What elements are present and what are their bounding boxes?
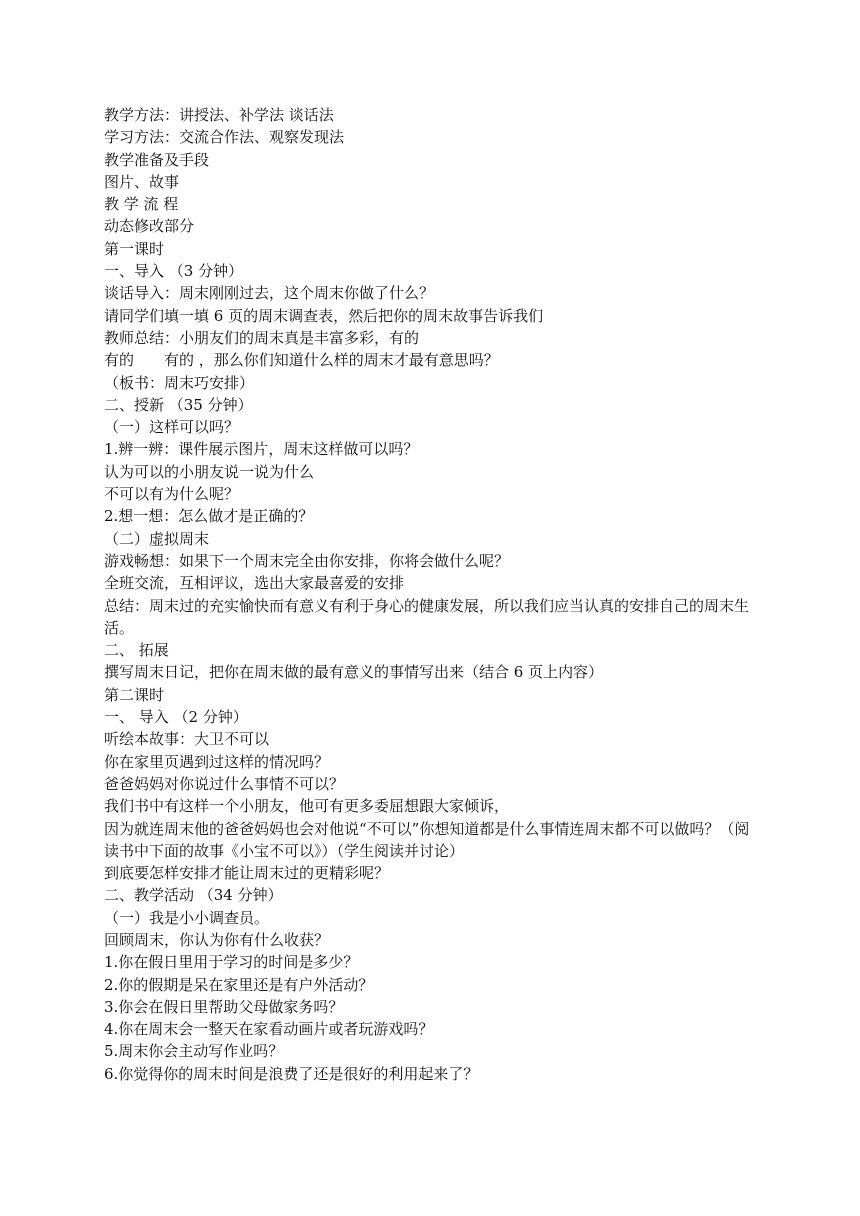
text-line: 请同学们填一填 6 页的周末调查表，然后把你的周末故事告诉我们 bbox=[104, 306, 544, 325]
text-line-question: 4.你在周末会一整天在家看动画片或者玩游戏吗？ bbox=[104, 1020, 434, 1039]
text-line: 爸爸妈妈对你说过什么事情不可以？ bbox=[104, 774, 345, 793]
text-line: 2.想一想：怎么做才是正确的？ bbox=[104, 507, 314, 526]
text-line-question: 6.你觉得你的周末时间是浪费了还是很好的利用起来了？ bbox=[104, 1064, 479, 1083]
text-line: （板书：周末巧安排） bbox=[104, 373, 255, 392]
text-line: 认为可以的小朋友说一说为什么 bbox=[104, 462, 315, 481]
text-line-teaching-method: 教学方法：讲授法、补学法 谈话法 bbox=[104, 106, 334, 124]
text-line: 全班交流，互相评议，选出大家最喜爱的安排 bbox=[104, 574, 405, 593]
text-line: 游戏畅想：如果下一个周末完全由你安排，你将会做什么呢？ bbox=[104, 551, 510, 570]
text-line-process-heading: 教 学 流 程 bbox=[104, 195, 179, 214]
text-line-learning-method: 学习方法：交流合作法、观察发现法 bbox=[104, 128, 345, 147]
text-line: 谈话导入：周末刚刚过去，这个周末你做了什么？ bbox=[104, 284, 435, 303]
text-line-dynamic-edit: 动态修改部分 bbox=[104, 217, 195, 236]
text-line: （一）我是小小调查员。 bbox=[104, 908, 270, 927]
text-line: （一）这样可以吗？ bbox=[104, 418, 240, 437]
text-line: 1.辨一辨：课件展示图片，周末这样做可以吗？ bbox=[104, 440, 419, 459]
text-line-lesson-one: 第一课时 bbox=[104, 239, 165, 258]
text-line: 我们书中有这样一个小朋友，他可有更多委屈想跟大家倾诉， bbox=[104, 797, 510, 816]
text-line-question: 5.周末你会主动写作业吗？ bbox=[104, 1042, 284, 1061]
text-line: 总结：周末过的充实愉快而有意义有利于身心的健康发展，所以我们应当认真的安排自己的周末生活。 bbox=[104, 596, 750, 637]
text-line: 不可以有为什么呢？ bbox=[104, 485, 240, 504]
text-line: 教师总结：小朋友们的周末真是丰富多彩，有的 bbox=[104, 328, 420, 347]
text-line-question: 3.你会在假日里帮助父母做家务吗？ bbox=[104, 997, 344, 1016]
text-line-preparation-items: 图片、故事 bbox=[104, 172, 180, 191]
text-line: 一、导入 （3 分钟） bbox=[104, 262, 244, 281]
text-line: 你在家里页遇到过这样的情况吗？ bbox=[104, 752, 330, 771]
text-line-lesson-two: 第二课时 bbox=[104, 685, 165, 704]
text-line: 听绘本故事：大卫不可以 bbox=[104, 730, 270, 749]
text-line: 一、 导入 （2 分钟） bbox=[104, 708, 248, 727]
text-line: 因为就连周末他的爸爸妈妈也会对他说“不可以”你想知道都是什么事情连周末都不可以做吗？（阅读书中下面的故事《小宝不可以》）（学生阅读并讨论） bbox=[104, 819, 750, 860]
text-line-question: 1.你在假日里用于学习的时间是多少？ bbox=[104, 953, 359, 972]
text-line-preparation-heading: 教学准备及手段 bbox=[104, 150, 210, 169]
text-line: 撰写周末日记，把你在周末做的最有意义的事情写出来（结合 6 页上内容） bbox=[104, 663, 604, 682]
text-line: 二、授新 （35 分钟） bbox=[104, 395, 253, 414]
text-line-question: 2.你的假期是呆在家里还是有户外活动？ bbox=[104, 975, 374, 994]
document-body bbox=[104, 104, 752, 1085]
text-line: （二）虚拟周末 bbox=[104, 529, 210, 548]
text-line: 二、教学活动 （34 分钟） bbox=[104, 886, 283, 905]
text-line: 到底要怎样安排才能让周末过的更精彩呢？ bbox=[104, 864, 390, 883]
text-line: 二、 拓展 bbox=[104, 641, 169, 660]
text-line: 回顾周末，你认为你有什么收获？ bbox=[104, 930, 330, 949]
text-line: 有的 有的 ，那么你们知道什么样的周末才最有意思吗？ bbox=[104, 351, 499, 370]
